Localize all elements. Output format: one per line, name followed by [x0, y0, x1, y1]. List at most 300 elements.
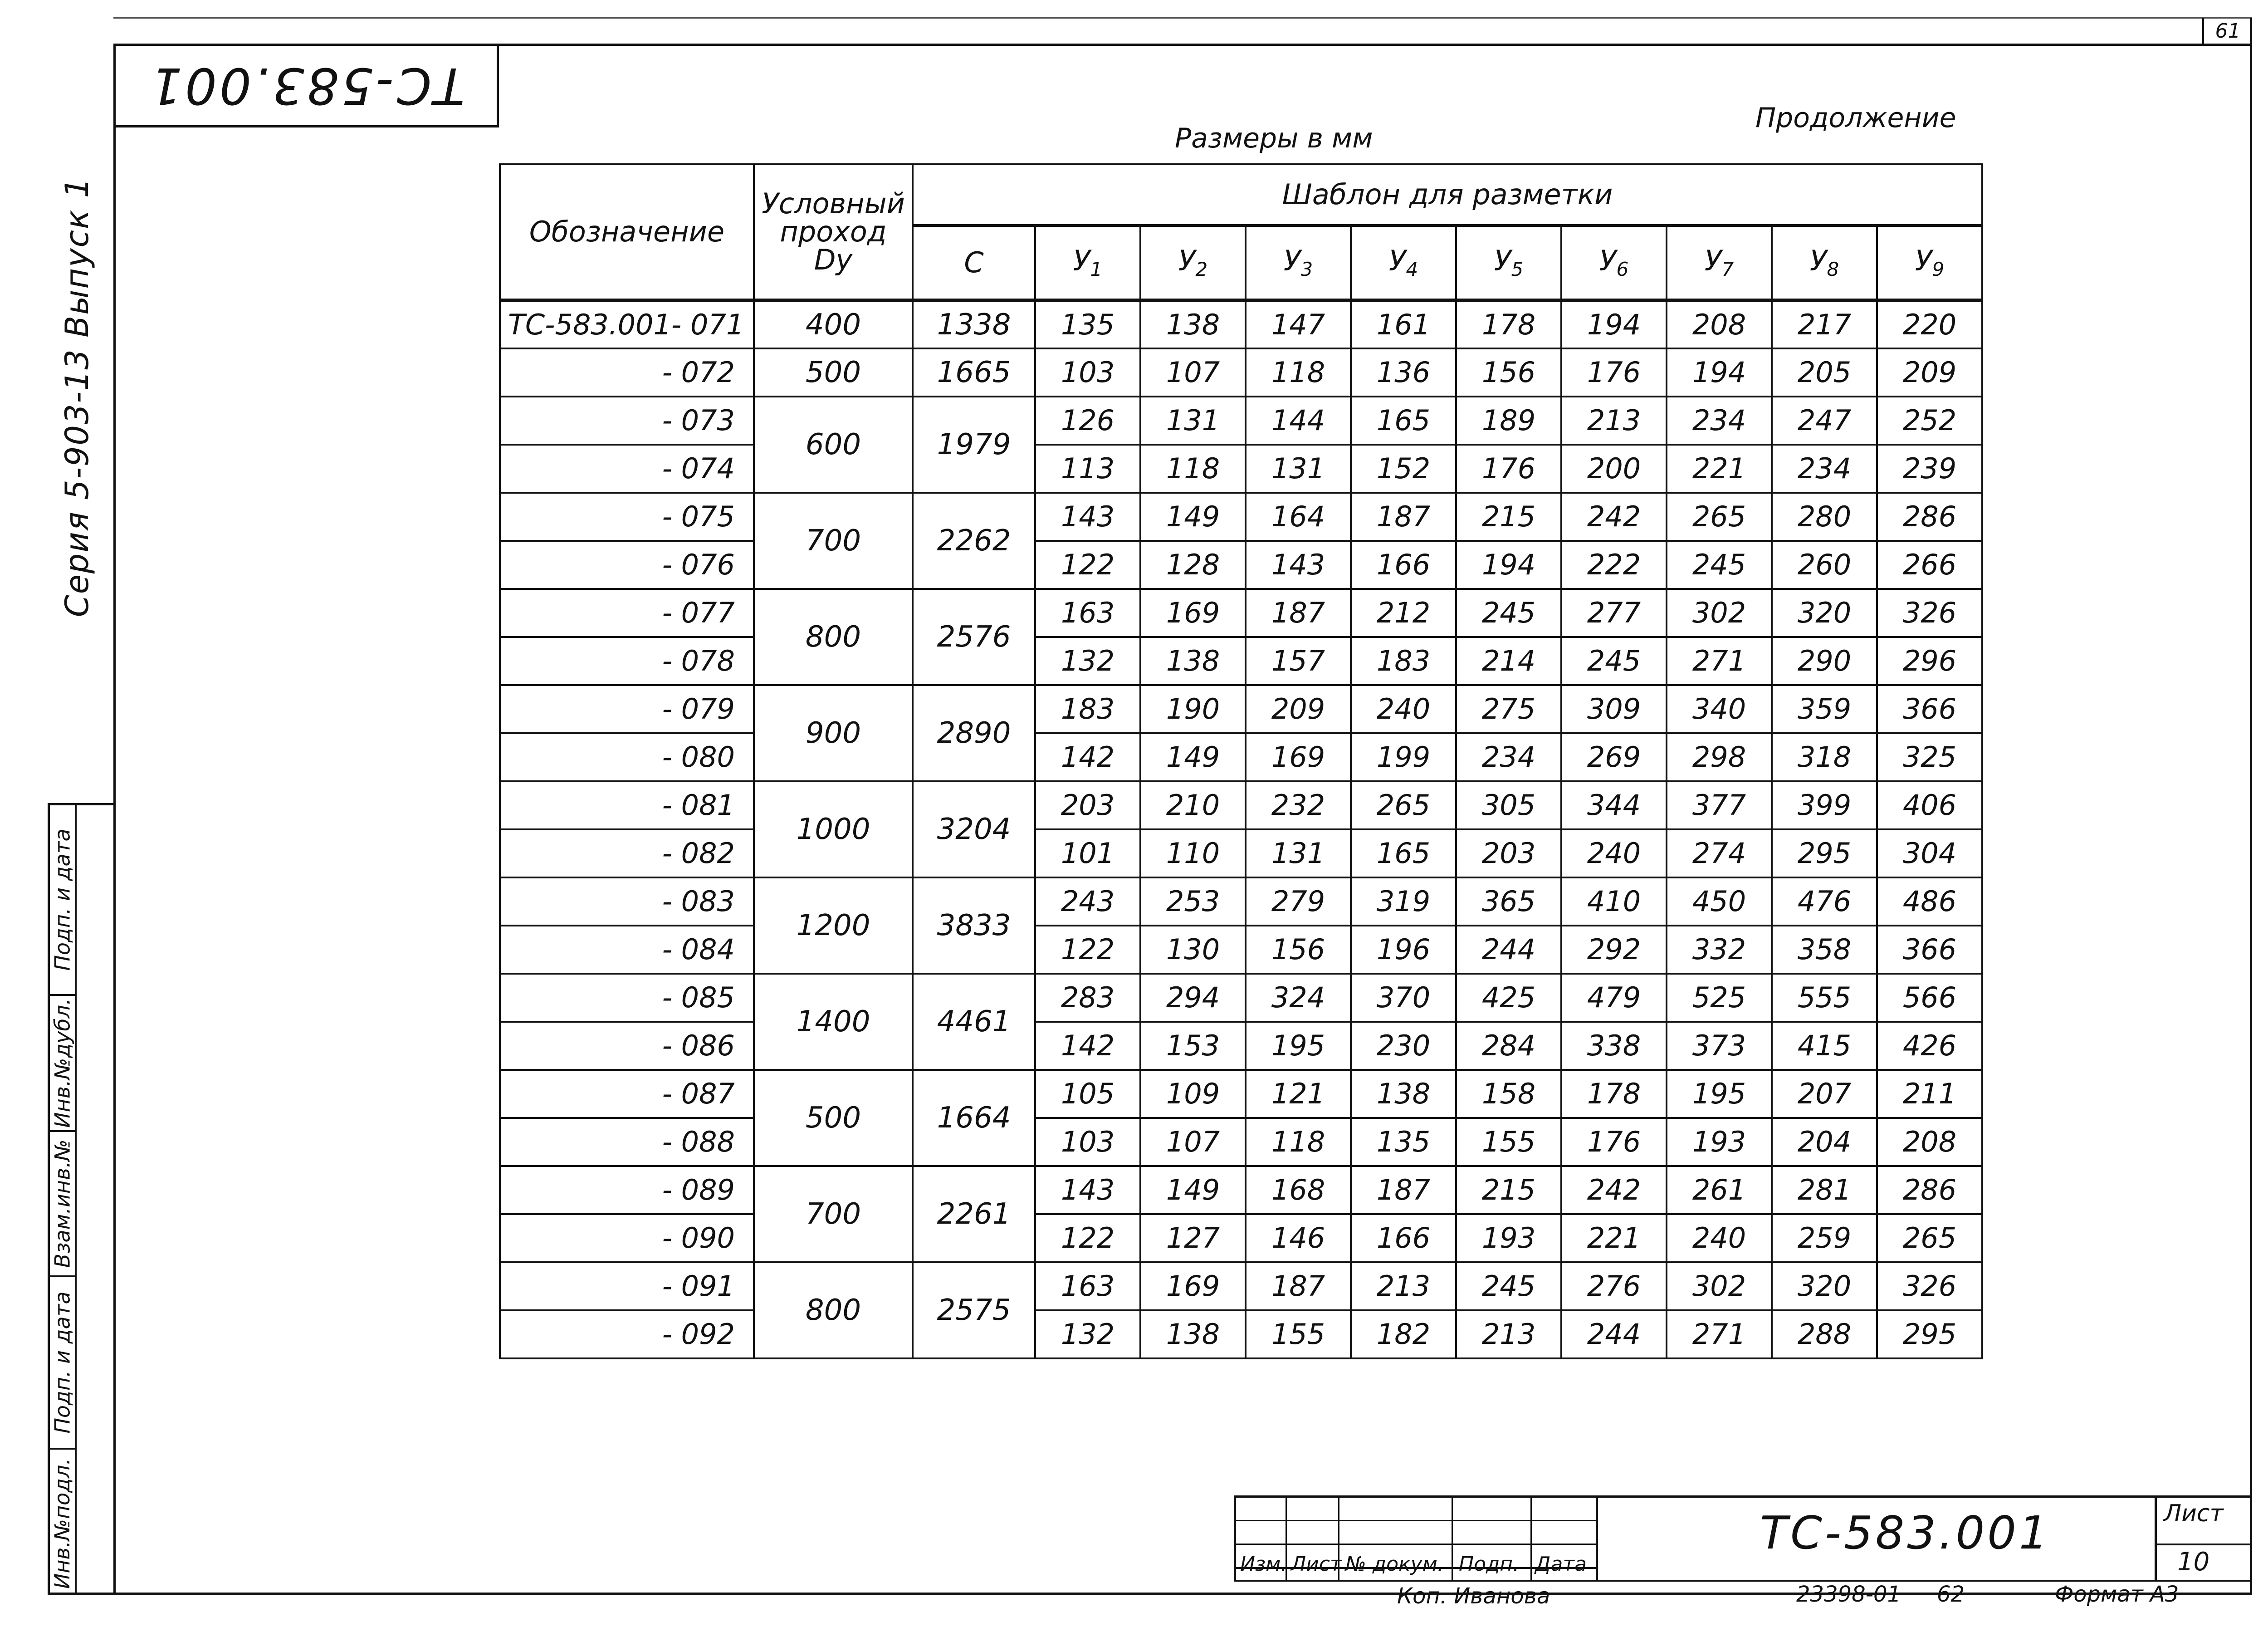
designation-cell: - 078	[500, 637, 754, 685]
designation-cell: - 092	[500, 1310, 754, 1358]
table-row	[500, 348, 1982, 397]
y5-cell: 284	[1456, 1022, 1561, 1070]
nominal-header-line: Условный	[762, 187, 905, 220]
y9-cell: 220	[1877, 300, 1982, 348]
y9-cell: 286	[1877, 493, 1982, 541]
y6-cell: 222	[1561, 541, 1667, 589]
date-col-label: Дата	[1535, 1553, 1587, 1576]
y8-cell: 358	[1772, 926, 1877, 974]
y6-cell: 194	[1561, 300, 1667, 348]
y2-cell: 169	[1140, 1262, 1246, 1310]
y9-cell: 426	[1877, 1022, 1982, 1070]
c-cell: 3204	[913, 781, 1035, 877]
y6-cell: 277	[1561, 589, 1667, 637]
nominal-cell: 1000	[754, 781, 913, 877]
y3-cell: 279	[1246, 877, 1351, 926]
table-row	[500, 974, 1982, 1022]
y9-cell: 266	[1877, 541, 1982, 589]
nominal-cell: 1400	[754, 974, 913, 1070]
strip-cell-sign-date-2	[50, 1277, 75, 1450]
y1-cell: 183	[1035, 685, 1140, 733]
y6-cell: 178	[1561, 1070, 1667, 1118]
y3-cell: 187	[1246, 589, 1351, 637]
y8-cell: 290	[1772, 637, 1877, 685]
y2-cell: 110	[1140, 829, 1246, 877]
c-cell: 4461	[913, 974, 1035, 1070]
y2-cell: 294	[1140, 974, 1246, 1022]
table-body	[500, 300, 1982, 1358]
y4-cell: 166	[1351, 1214, 1456, 1262]
y1-cell: 126	[1035, 397, 1140, 445]
designation-cell: - 077	[500, 589, 754, 637]
y7-cell: 377	[1667, 781, 1772, 829]
y6-cell: 245	[1561, 637, 1667, 685]
table-row	[500, 300, 1982, 348]
y6-cell: 269	[1561, 733, 1667, 781]
y4-cell: 165	[1351, 397, 1456, 445]
y5-cell: 214	[1456, 637, 1561, 685]
table-row	[500, 733, 1982, 781]
y-index: 6	[1616, 258, 1629, 280]
nominal-header-line: проход	[780, 215, 887, 248]
y5-cell: 215	[1456, 493, 1561, 541]
y3-cell: 169	[1246, 733, 1351, 781]
y8-cell: 415	[1772, 1022, 1877, 1070]
y3-cell: 131	[1246, 829, 1351, 877]
y7-cell: 193	[1667, 1118, 1772, 1166]
strip-label: Подп. и дата	[50, 1291, 75, 1434]
y6-cell: 292	[1561, 926, 1667, 974]
y5-cell: 193	[1456, 1214, 1561, 1262]
y7-cell: 332	[1667, 926, 1772, 974]
y5-cell: 189	[1456, 397, 1561, 445]
y1-cell: 243	[1035, 877, 1140, 926]
y6-cell: 200	[1561, 445, 1667, 493]
y6-cell: 344	[1561, 781, 1667, 829]
c-cell: 3833	[913, 877, 1035, 974]
title-block-vline	[1530, 1495, 1532, 1582]
table-row	[500, 926, 1982, 974]
y5-cell: 275	[1456, 685, 1561, 733]
y1-cell: 113	[1035, 445, 1140, 493]
y3-cell: 156	[1246, 926, 1351, 974]
y8-cell: 295	[1772, 829, 1877, 877]
y9-cell: 239	[1877, 445, 1982, 493]
y7-cell: 221	[1667, 445, 1772, 493]
designation-cell: - 088	[500, 1118, 754, 1166]
sizes-note: Размеры в мм	[1175, 123, 1373, 154]
inverted-code-stamp	[116, 46, 499, 127]
y4-cell: 152	[1351, 445, 1456, 493]
strip-cell-orig-inv	[50, 1450, 75, 1598]
y9-cell: 366	[1877, 685, 1982, 733]
c-header: C	[913, 225, 1035, 300]
y6-cell: 309	[1561, 685, 1667, 733]
series-label	[50, 136, 104, 658]
nominal-cell: 700	[754, 1166, 913, 1262]
title-block-top	[1234, 1495, 2252, 1498]
y8-header	[1772, 225, 1877, 300]
y1-cell: 122	[1035, 1214, 1140, 1262]
y9-cell: 304	[1877, 829, 1982, 877]
table-row	[500, 877, 1982, 926]
y5-cell: 305	[1456, 781, 1561, 829]
y3-cell: 147	[1246, 300, 1351, 348]
c-cell: 2262	[913, 493, 1035, 589]
y3-cell: 168	[1246, 1166, 1351, 1214]
table-row	[500, 829, 1982, 877]
y9-cell: 208	[1877, 1118, 1982, 1166]
strip-label: Подп. и дата	[50, 828, 75, 971]
top-thin-line	[113, 17, 2252, 19]
y7-cell: 302	[1667, 589, 1772, 637]
y4-cell: 136	[1351, 348, 1456, 397]
table-row	[500, 1070, 1982, 1118]
y6-header	[1561, 225, 1667, 300]
y3-cell: 195	[1246, 1022, 1351, 1070]
y2-cell: 149	[1140, 493, 1246, 541]
copied-by: Коп. Иванова	[1397, 1583, 1550, 1609]
y8-cell: 247	[1772, 397, 1877, 445]
y9-cell: 325	[1877, 733, 1982, 781]
nominal-header-line: Dy	[814, 243, 853, 276]
y1-cell: 142	[1035, 733, 1140, 781]
y3-cell: 232	[1246, 781, 1351, 829]
title-block-vline	[1452, 1495, 1453, 1582]
y-letter: У	[1073, 244, 1090, 277]
y3-cell: 187	[1246, 1262, 1351, 1310]
y7-cell: 373	[1667, 1022, 1772, 1070]
designation-cell: - 091	[500, 1262, 754, 1310]
c-cell: 1665	[913, 348, 1035, 397]
y7-header	[1667, 225, 1772, 300]
y1-header	[1035, 225, 1140, 300]
sign-col-label: Подп.	[1459, 1553, 1520, 1576]
y-letter: У	[1915, 244, 1932, 277]
y8-cell: 217	[1772, 300, 1877, 348]
table-row	[500, 589, 1982, 637]
designation-cell: - 076	[500, 541, 754, 589]
y4-cell: 199	[1351, 733, 1456, 781]
y1-cell: 142	[1035, 1022, 1140, 1070]
table-row	[500, 781, 1982, 829]
y6-cell: 244	[1561, 1310, 1667, 1358]
y3-cell: 131	[1246, 445, 1351, 493]
y8-cell: 399	[1772, 781, 1877, 829]
y1-cell: 143	[1035, 493, 1140, 541]
y8-cell: 320	[1772, 1262, 1877, 1310]
strip-label: Инв.№дубл.	[50, 998, 75, 1128]
y9-cell: 486	[1877, 877, 1982, 926]
sheet-col-label: Лист	[1291, 1553, 1342, 1576]
table-row	[500, 685, 1982, 733]
c-cell: 2576	[913, 589, 1035, 685]
y4-cell: 166	[1351, 541, 1456, 589]
y5-cell: 158	[1456, 1070, 1561, 1118]
title-block-vline	[1234, 1495, 1236, 1582]
y2-cell: 210	[1140, 781, 1246, 829]
y2-cell: 138	[1140, 300, 1246, 348]
y3-cell: 146	[1246, 1214, 1351, 1262]
y2-cell: 107	[1140, 1118, 1246, 1166]
strip-cell-replace-inv	[50, 1132, 75, 1277]
y5-cell: 203	[1456, 829, 1561, 877]
sheet-number: 10	[2177, 1547, 2210, 1577]
y3-cell: 118	[1246, 1118, 1351, 1166]
table-row	[500, 1310, 1982, 1358]
template-header: Шаблон для разметки	[913, 164, 1982, 225]
title-block-line	[2155, 1544, 2252, 1545]
designation-cell: - 082	[500, 829, 754, 877]
y9-cell: 296	[1877, 637, 1982, 685]
y9-cell: 265	[1877, 1214, 1982, 1262]
y3-cell: 143	[1246, 541, 1351, 589]
stamp-code-text: ТС-583.001	[147, 56, 465, 115]
designation-header: Обозначение	[500, 164, 754, 300]
c-cell: 1979	[913, 397, 1035, 493]
strip-divider	[75, 805, 77, 1593]
y5-cell: 244	[1456, 926, 1561, 974]
y5-cell: 365	[1456, 877, 1561, 926]
title-block-vline	[1596, 1495, 1598, 1582]
y7-cell: 265	[1667, 493, 1772, 541]
y2-cell: 253	[1140, 877, 1246, 926]
nominal-cell: 500	[754, 1070, 913, 1166]
y4-cell: 213	[1351, 1262, 1456, 1310]
y1-cell: 105	[1035, 1070, 1140, 1118]
y7-cell: 261	[1667, 1166, 1772, 1214]
y5-cell: 178	[1456, 300, 1561, 348]
y3-cell: 157	[1246, 637, 1351, 685]
table-row	[500, 397, 1982, 445]
designation-cell: - 073	[500, 397, 754, 445]
y7-cell: 194	[1667, 348, 1772, 397]
y-letter: У	[1388, 244, 1406, 277]
designation-cell: - 080	[500, 733, 754, 781]
y2-cell: 138	[1140, 637, 1246, 685]
y-index: 7	[1721, 258, 1734, 280]
c-cell: 1664	[913, 1070, 1035, 1166]
y9-header	[1877, 225, 1982, 300]
title-block-code: ТС-583.001	[1760, 1506, 2051, 1559]
y4-cell: 212	[1351, 589, 1456, 637]
y2-cell: 131	[1140, 397, 1246, 445]
strip-cell-dup-inv	[50, 996, 75, 1132]
y-letter: У	[1599, 244, 1617, 277]
nominal-cell: 900	[754, 685, 913, 781]
corner-sheet-number: 61	[2202, 18, 2252, 44]
y1-cell: 163	[1035, 589, 1140, 637]
y4-cell: 187	[1351, 1166, 1456, 1214]
y8-cell: 280	[1772, 493, 1877, 541]
y7-cell: 450	[1667, 877, 1772, 926]
y8-cell: 320	[1772, 589, 1877, 637]
y8-cell: 476	[1772, 877, 1877, 926]
y7-cell: 525	[1667, 974, 1772, 1022]
y3-header	[1246, 225, 1351, 300]
y4-cell: 187	[1351, 493, 1456, 541]
y-letter: У	[1809, 244, 1827, 277]
y6-cell: 221	[1561, 1214, 1667, 1262]
y8-cell: 234	[1772, 445, 1877, 493]
y2-cell: 128	[1140, 541, 1246, 589]
y2-cell: 149	[1140, 1166, 1246, 1214]
y1-cell: 132	[1035, 1310, 1140, 1358]
designation-cell: - 072	[500, 348, 754, 397]
y9-cell: 326	[1877, 1262, 1982, 1310]
y2-cell: 130	[1140, 926, 1246, 974]
designation-cell: - 084	[500, 926, 754, 974]
y8-cell: 259	[1772, 1214, 1877, 1262]
y2-cell: 107	[1140, 348, 1246, 397]
y4-cell: 161	[1351, 300, 1456, 348]
y9-cell: 406	[1877, 781, 1982, 829]
y5-cell: 176	[1456, 445, 1561, 493]
designation-cell: - 083	[500, 877, 754, 926]
y8-cell: 207	[1772, 1070, 1877, 1118]
y2-cell: 118	[1140, 445, 1246, 493]
title-block-line	[1234, 1544, 1597, 1545]
y2-cell: 127	[1140, 1214, 1246, 1262]
y2-cell: 153	[1140, 1022, 1246, 1070]
y2-cell: 190	[1140, 685, 1246, 733]
format-label: Формат А3	[2055, 1582, 2179, 1607]
nominal-cell: 1200	[754, 877, 913, 974]
y7-cell: 340	[1667, 685, 1772, 733]
y4-cell: 265	[1351, 781, 1456, 829]
y3-cell: 144	[1246, 397, 1351, 445]
designation-cell: - 074	[500, 445, 754, 493]
nominal-cell: 800	[754, 1262, 913, 1358]
y1-cell: 103	[1035, 1118, 1140, 1166]
designation-cell: - 090	[500, 1214, 754, 1262]
y8-cell: 281	[1772, 1166, 1877, 1214]
y9-cell: 366	[1877, 926, 1982, 974]
y4-cell: 196	[1351, 926, 1456, 974]
table-row	[500, 1214, 1982, 1262]
table-row	[500, 445, 1982, 493]
y6-cell: 276	[1561, 1262, 1667, 1310]
y6-cell: 240	[1561, 829, 1667, 877]
y6-cell: 176	[1561, 348, 1667, 397]
sheet-label: Лист	[2164, 1500, 2224, 1527]
y1-cell: 203	[1035, 781, 1140, 829]
y5-cell: 234	[1456, 733, 1561, 781]
y7-cell: 234	[1667, 397, 1772, 445]
y7-cell: 195	[1667, 1070, 1772, 1118]
y7-cell: 298	[1667, 733, 1772, 781]
y5-cell: 213	[1456, 1310, 1561, 1358]
dimensions-table	[499, 163, 1983, 1359]
designation-cell: - 081	[500, 781, 754, 829]
y8-cell: 288	[1772, 1310, 1877, 1358]
y9-cell: 286	[1877, 1166, 1982, 1214]
y6-cell: 176	[1561, 1118, 1667, 1166]
y6-cell: 479	[1561, 974, 1667, 1022]
table-row	[500, 1118, 1982, 1166]
y8-cell: 205	[1772, 348, 1877, 397]
y8-cell: 204	[1772, 1118, 1877, 1166]
y9-cell: 326	[1877, 589, 1982, 637]
y9-cell: 211	[1877, 1070, 1982, 1118]
y4-cell: 230	[1351, 1022, 1456, 1070]
y7-cell: 302	[1667, 1262, 1772, 1310]
table-row	[500, 493, 1982, 541]
y4-cell: 240	[1351, 685, 1456, 733]
y1-cell: 103	[1035, 348, 1140, 397]
y7-cell: 271	[1667, 1310, 1772, 1358]
y3-cell: 324	[1246, 974, 1351, 1022]
y9-cell: 209	[1877, 348, 1982, 397]
designation-cell: - 085	[500, 974, 754, 1022]
y5-cell: 245	[1456, 1262, 1561, 1310]
y1-cell: 135	[1035, 300, 1140, 348]
y2-cell: 149	[1140, 733, 1246, 781]
y-letter: У	[1178, 244, 1196, 277]
y6-cell: 213	[1561, 397, 1667, 445]
strip-cell-sign-date-1	[50, 805, 75, 996]
y5-cell: 425	[1456, 974, 1561, 1022]
nominal-cell: 800	[754, 589, 913, 685]
y5-cell: 245	[1456, 589, 1561, 637]
y1-cell: 283	[1035, 974, 1140, 1022]
y5-cell: 194	[1456, 541, 1561, 589]
header-row-1	[500, 164, 1982, 225]
strip-label: Взам.инв.№	[50, 1139, 75, 1268]
y1-cell: 122	[1035, 541, 1140, 589]
table-row	[500, 1166, 1982, 1214]
nominal-cell: 500	[754, 348, 913, 397]
y4-cell: 135	[1351, 1118, 1456, 1166]
archive-number: 23398-01	[1796, 1582, 1901, 1607]
y7-cell: 208	[1667, 300, 1772, 348]
y5-cell: 215	[1456, 1166, 1561, 1214]
y-letter: У	[1494, 244, 1511, 277]
y4-cell: 370	[1351, 974, 1456, 1022]
nominal-cell: 600	[754, 397, 913, 493]
designation-cell: - 089	[500, 1166, 754, 1214]
y7-cell: 245	[1667, 541, 1772, 589]
y6-cell: 242	[1561, 493, 1667, 541]
y6-cell: 338	[1561, 1022, 1667, 1070]
y-index: 2	[1195, 258, 1208, 280]
designation-cell: - 079	[500, 685, 754, 733]
y9-cell: 252	[1877, 397, 1982, 445]
approval-strip	[48, 803, 116, 1595]
designation-cell: - 075	[500, 493, 754, 541]
c-cell: 2575	[913, 1262, 1035, 1358]
c-cell: 1338	[913, 300, 1035, 348]
y5-cell: 156	[1456, 348, 1561, 397]
y3-cell: 164	[1246, 493, 1351, 541]
y7-cell: 271	[1667, 637, 1772, 685]
y4-cell: 183	[1351, 637, 1456, 685]
y3-cell: 121	[1246, 1070, 1351, 1118]
archive-page: 62	[1937, 1582, 1965, 1607]
y1-cell: 101	[1035, 829, 1140, 877]
table-row	[500, 1262, 1982, 1310]
table-row	[500, 541, 1982, 589]
y2-header	[1140, 225, 1246, 300]
table-row	[500, 1022, 1982, 1070]
rev-col-label: Изм.	[1240, 1553, 1287, 1576]
continuation-note: Продолжение	[1755, 102, 1956, 134]
frame-bottom	[48, 1593, 2252, 1595]
y1-cell: 143	[1035, 1166, 1140, 1214]
y1-cell: 122	[1035, 926, 1140, 974]
y4-header	[1351, 225, 1456, 300]
y1-cell: 132	[1035, 637, 1140, 685]
